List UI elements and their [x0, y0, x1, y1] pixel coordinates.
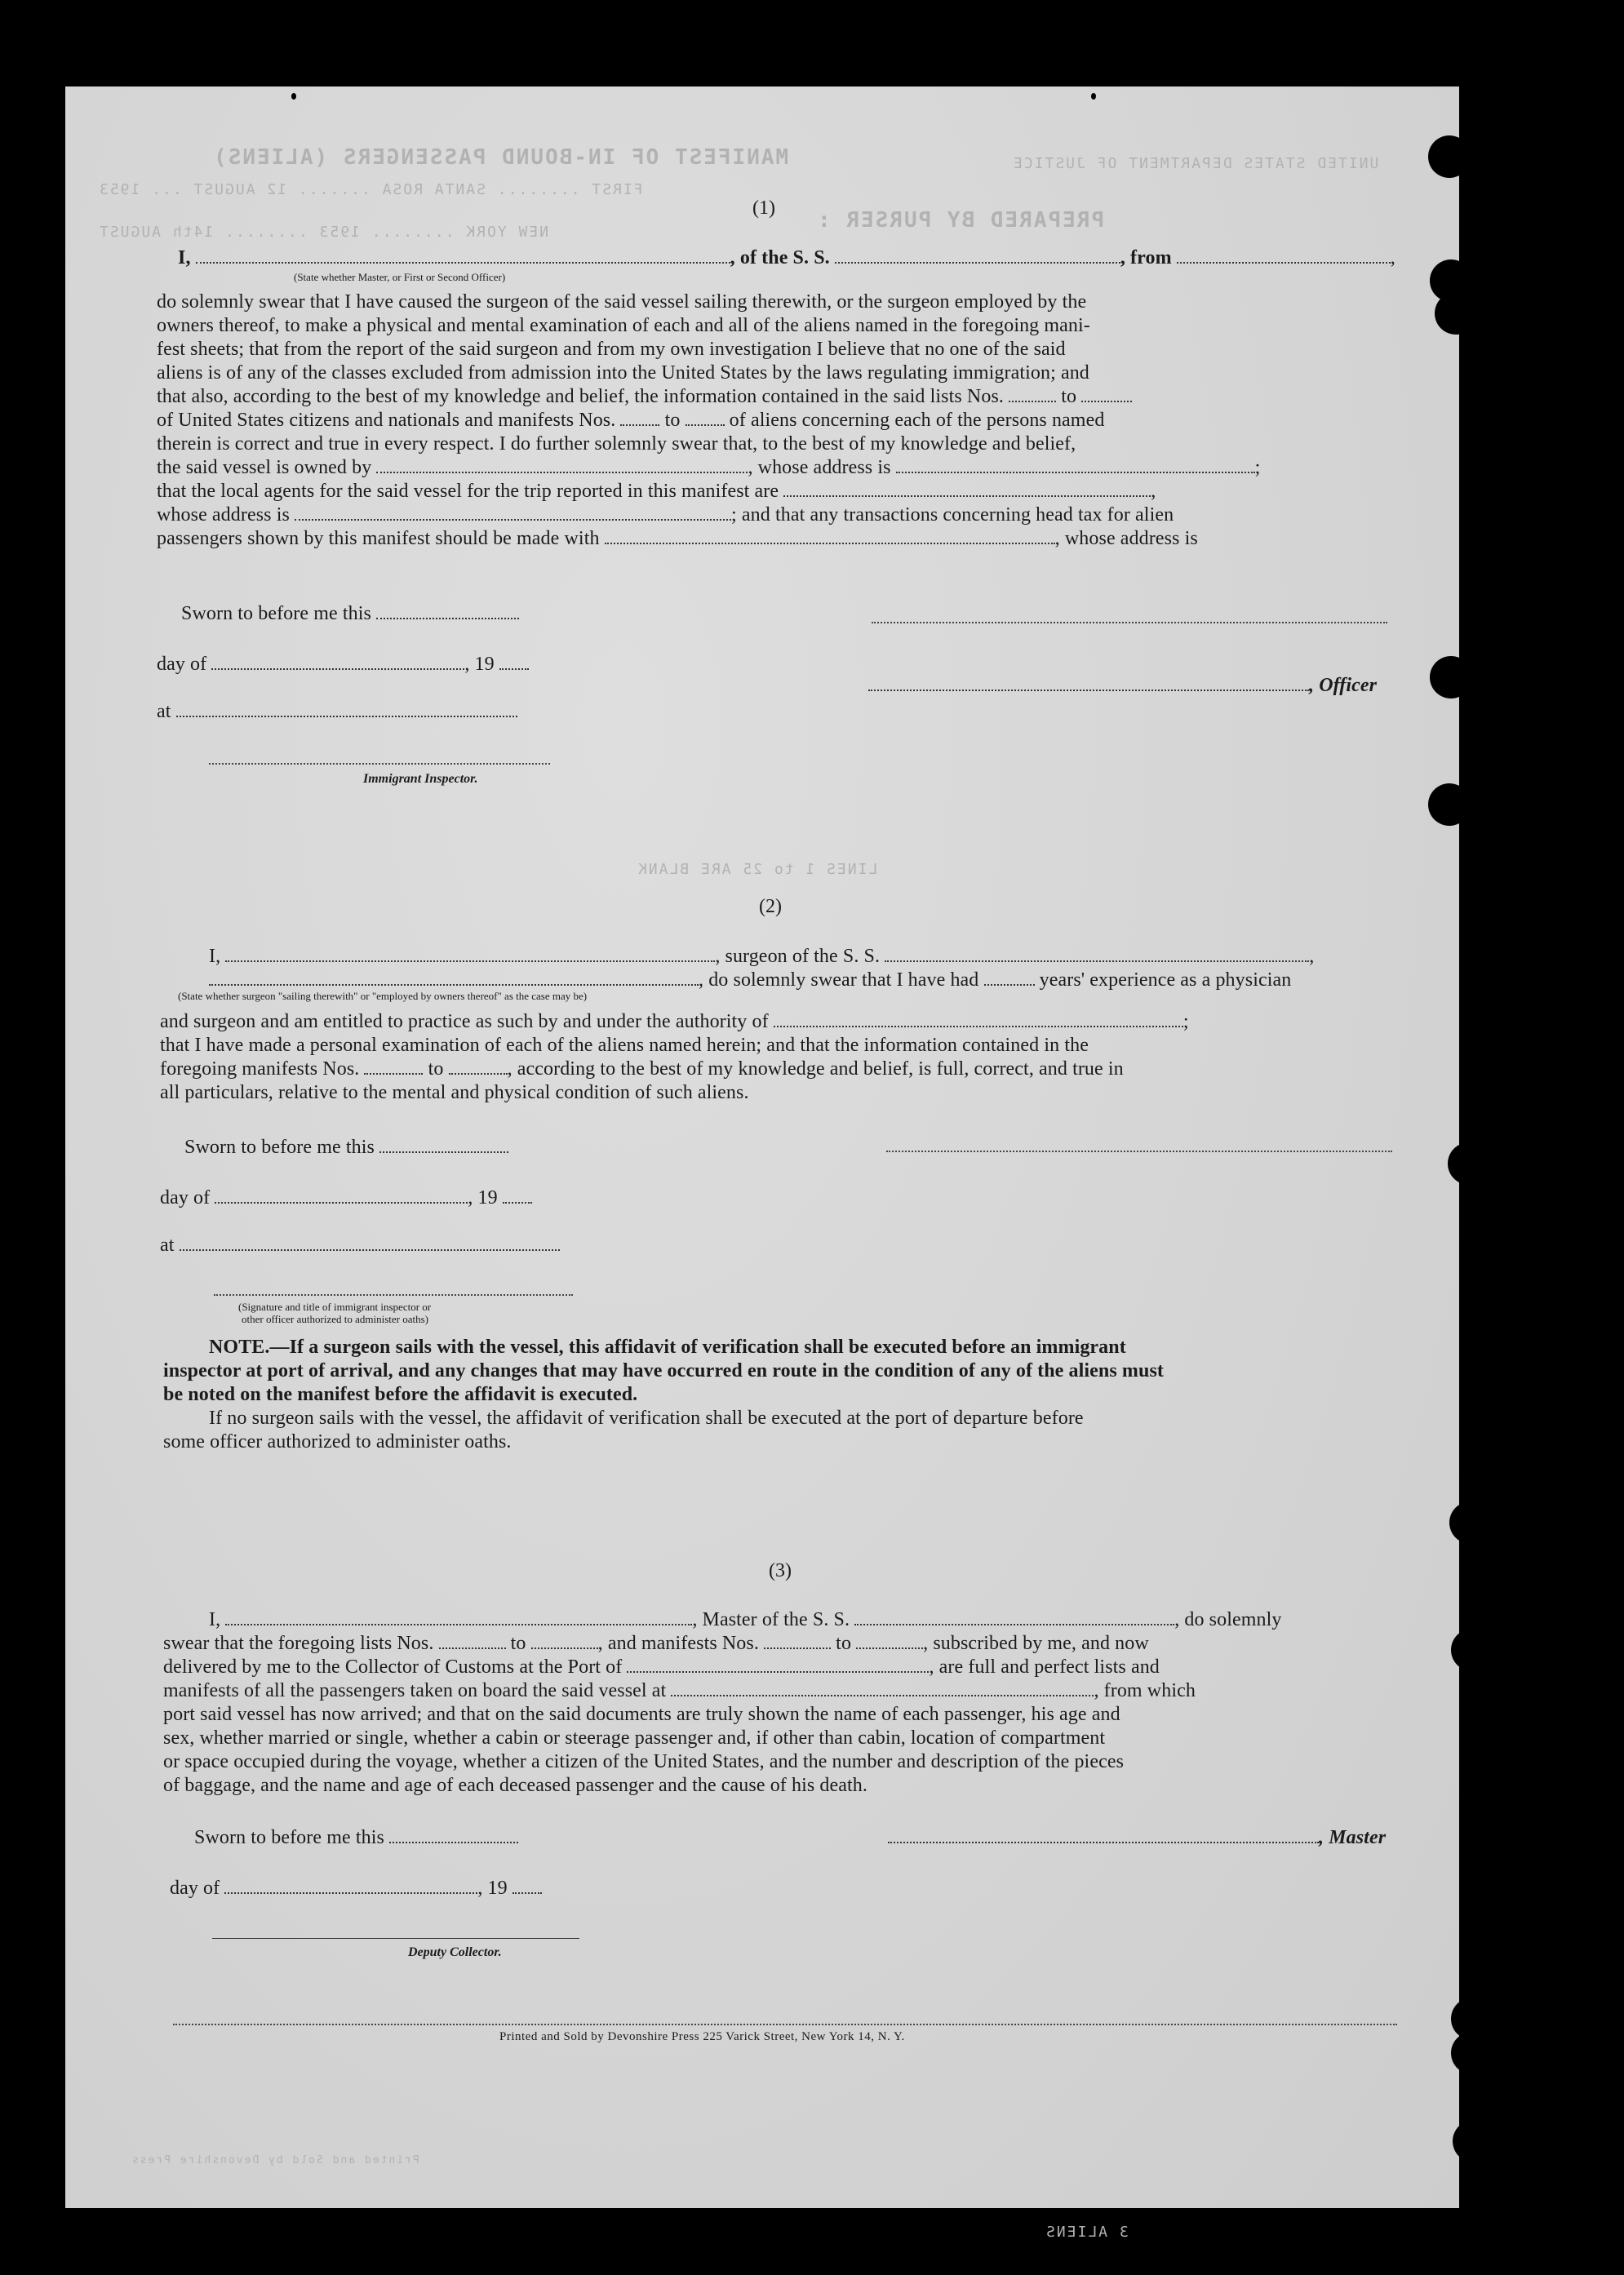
officer-line: , Officer — [868, 674, 1377, 698]
agents-address-field[interactable] — [295, 504, 731, 521]
section-1-number: (1) — [752, 197, 775, 219]
section-1-para-line: of United States citizens and nationals and manifests Nos. to of aliens concerning each of the persons named — [157, 410, 1105, 431]
deputy-signature-line[interactable] — [212, 1938, 579, 1939]
manifests-from-field[interactable] — [620, 410, 659, 426]
s3-manifests-to-field[interactable] — [856, 1633, 923, 1649]
s3-manifests-from-field[interactable] — [764, 1633, 831, 1649]
punch-hole — [1430, 656, 1472, 698]
section-3-para-line: swear that the foregoing lists Nos. to , and manifests Nos. to , subscribed by me, and now — [163, 1633, 1149, 1654]
year-field[interactable] — [499, 654, 529, 670]
surgeon-signature-line[interactable] — [886, 1151, 1392, 1152]
section-3-para-line: delivered by me to the Collector of Customs at the Port of , are full and perfect lists and — [163, 1656, 1160, 1678]
paper-mark — [291, 93, 296, 100]
master-name-field[interactable] — [225, 1609, 692, 1625]
sworn-date-field[interactable] — [376, 603, 519, 619]
vessel-name-field[interactable] — [835, 247, 1120, 264]
section-1-para-line: therein is correct and true in every respect. I do further solemnly swear that, to the best of my knowledge and belief, — [157, 433, 1076, 455]
note-line: inspector at port of arrival, and any changes that may have occurred en route in the condition of any of the aliens must — [163, 1360, 1164, 1381]
surgeon-status-note: (State whether surgeon "sailing therewith" or "employed by owners thereof" as the case may be) — [178, 990, 588, 1002]
punch-hole — [1449, 1501, 1492, 1544]
manifests-to-field[interactable] — [686, 410, 725, 426]
s2-manifests-from-field[interactable] — [364, 1058, 423, 1075]
section-1-para-line: that also, according to the best of my knowledge and belief, the information contained in the said lists Nos. to — [157, 385, 1132, 409]
s2-day-field[interactable] — [215, 1187, 468, 1204]
footer-rule — [173, 2024, 1397, 2025]
local-agents-field[interactable] — [783, 481, 1151, 497]
rank-note: (State whether Master, or First or Second Officer) — [294, 271, 506, 283]
s2-at-place-field[interactable] — [180, 1235, 560, 1251]
bleed-through-line: LINES 1 to 25 ARE BLANK — [637, 861, 878, 878]
section-3-line-1: I, , Master of the S. S. , do solemnly — [209, 1609, 1282, 1630]
day-line: day of , 19 — [157, 653, 529, 676]
surgeon-name-field[interactable] — [225, 946, 715, 962]
s3-day-field[interactable] — [224, 1878, 477, 1894]
section-1-para-line: the said vessel is owned by , whose address is ; — [157, 457, 1261, 478]
owner-address-field[interactable] — [896, 457, 1255, 473]
section-1-para-line: passengers shown by this manifest should be made with , whose address is — [157, 528, 1198, 549]
lists-to-field[interactable] — [1081, 386, 1132, 402]
printer-credit: Printed and Sold by Devonshire Press 225 Varick Street, New York 14, N. Y. — [499, 2030, 905, 2043]
section-2-para-line: foregoing manifests Nos. to , according to the best of my knowledge and belief, is full, correct, and true in — [160, 1058, 1124, 1080]
section-2-number: (2) — [759, 896, 782, 917]
section-1-para-line: whose address is ; and that any transactions concerning head tax for alien — [157, 504, 1174, 526]
sworn-line: Sworn to before me this — [194, 1826, 518, 1850]
officer-signature-line[interactable] — [872, 622, 1387, 623]
lists-from-field[interactable] — [1009, 386, 1056, 402]
day-field[interactable] — [211, 654, 464, 670]
surgeon-vessel-field[interactable] — [885, 946, 1309, 962]
bleed-through-line: Printed and Sold by Devonshire Press — [131, 2154, 419, 2166]
s2-manifests-to-field[interactable] — [449, 1058, 508, 1075]
at-place-field[interactable] — [176, 701, 517, 717]
signature-note: other officer authorized to administer oaths) — [242, 1313, 428, 1325]
authority-field[interactable] — [774, 1011, 1183, 1027]
day-line: day of , 19 — [170, 1877, 542, 1900]
section-1-para-line: fest sheets; that from the report of the said surgeon and from my own investigation I believe that no one of the said — [157, 339, 1066, 360]
section-3-number: (3) — [769, 1560, 792, 1581]
bleed-through-line: PREPARED BY PURSER : — [816, 208, 1105, 233]
deputy-label: Deputy Collector. — [408, 1945, 502, 1959]
master-signature-field[interactable] — [888, 1827, 1319, 1843]
day-line: day of , 19 — [160, 1186, 532, 1210]
sworn-line: Sworn to before me this — [181, 602, 519, 626]
bleed-through-line: UNITED STATES DEPARTMENT OF JUSTICE — [1012, 155, 1379, 172]
section-3-para-line: sex, whether married or single, whether a cabin or steerage passenger and, if other than cabin, location of compartment — [163, 1727, 1106, 1749]
master-vessel-field[interactable] — [854, 1609, 1174, 1625]
section-1-para-line: aliens is of any of the classes excluded from admission into the United States by the laws regulating immigration; and — [157, 362, 1089, 384]
note-line: some officer authorized to administer oaths. — [163, 1431, 512, 1452]
years-experience-field[interactable] — [984, 969, 1035, 986]
punch-hole — [1448, 1142, 1490, 1185]
s3-year-field[interactable] — [512, 1878, 542, 1894]
from-port-field[interactable] — [1177, 247, 1391, 264]
section-2-line-1: I, , surgeon of the S. S. , — [209, 946, 1315, 967]
bleed-through-header: MANIFEST OF IN-BOUND PASSENGERS (ALIENS) — [212, 145, 789, 170]
section-1-para-line: owners thereof, to make a physical and mental examination of each and all of the aliens named in the foregoing mani- — [157, 315, 1090, 336]
s2-year-field[interactable] — [503, 1187, 532, 1204]
section-2-para-line: all particulars, relative to the mental and physical condition of such aliens. — [160, 1082, 749, 1103]
s3-lists-from-field[interactable] — [439, 1633, 506, 1649]
bleed-through-line: 3 ALIENS — [1045, 2224, 1129, 2241]
s2-sworn-date-field[interactable] — [379, 1137, 508, 1153]
port-field[interactable] — [627, 1656, 929, 1673]
bleed-through-line: NEW YORK ........ 1953 ........ 14th AUGUST — [98, 224, 548, 241]
punch-hole — [1428, 135, 1471, 178]
paper-mark — [1091, 93, 1096, 100]
note-line: NOTE.—If a surgeon sails with the vessel, this affidavit of verification shall be executed before an immigrant — [209, 1337, 1126, 1358]
at-line: at — [160, 1234, 560, 1257]
section-2-para-line: that I have made a personal examination of each of the aliens named herein; and that the information contained in the — [160, 1035, 1089, 1056]
punch-hole — [1453, 2120, 1495, 2162]
note-line: be noted on the manifest before the affidavit is executed. — [163, 1384, 638, 1405]
boarding-port-field[interactable] — [671, 1680, 1094, 1696]
at-line: at — [157, 700, 517, 724]
master-signature-line: , Master — [888, 1826, 1386, 1850]
officer-field[interactable] — [868, 675, 1309, 691]
section-3-para-line: manifests of all the passengers taken on board the said vessel at , from which — [163, 1680, 1196, 1701]
section-1-para-line: that the local agents for the said vessel for the trip reported in this manifest are , — [157, 481, 1156, 502]
owner-field[interactable] — [376, 457, 748, 473]
inspector-label: Immigrant Inspector. — [363, 772, 478, 786]
section-2-para-line: and surgeon and am entitled to practice as such by and under the authority of ; — [160, 1011, 1189, 1032]
s3-lists-to-field[interactable] — [531, 1633, 598, 1649]
punch-hole — [1451, 2032, 1493, 2074]
inspector-signature-line[interactable] — [209, 763, 550, 765]
punch-hole — [1451, 1629, 1493, 1671]
section-1-line-1: I, , of the S. S. , from , — [178, 247, 1395, 268]
surgeon-status-field[interactable] — [209, 969, 699, 986]
punch-hole — [1435, 292, 1477, 335]
punch-hole — [1428, 783, 1471, 826]
section-3-para-line: port said vessel has now arrived; and that on the said documents are truly shown the name of each passenger, his age and — [163, 1704, 1120, 1725]
section-3-para-line: of baggage, and the name and age of each deceased passenger and the cause of his death. — [163, 1775, 867, 1796]
section-3-para-line: or space occupied during the voyage, whether a citizen of the United States, and the number and description of the pieces — [163, 1751, 1125, 1772]
bleed-through-line: FIRST ........ SANTA ROSA ....... 12 AUGUST ... 1953 — [98, 181, 643, 198]
section-1-para-line: do solemnly swear that I have caused the surgeon of the said vessel sailing therewith, or the surgeon employed by the — [157, 291, 1087, 313]
note-line: If no surgeon sails with the vessel, the affidavit of verification shall be executed at the port of departure before — [209, 1408, 1084, 1429]
s2-inspector-signature-line[interactable] — [214, 1294, 573, 1296]
signature-note: (Signature and title of immigrant inspector or — [238, 1301, 432, 1313]
rank-field[interactable] — [196, 247, 730, 264]
head-tax-party-field[interactable] — [605, 528, 1055, 544]
sworn-line: Sworn to before me this — [184, 1136, 508, 1160]
s3-sworn-date-field[interactable] — [389, 1827, 518, 1843]
section-2-line-2: , do solemnly swear that I have had years' experience as a physician — [209, 969, 1291, 992]
